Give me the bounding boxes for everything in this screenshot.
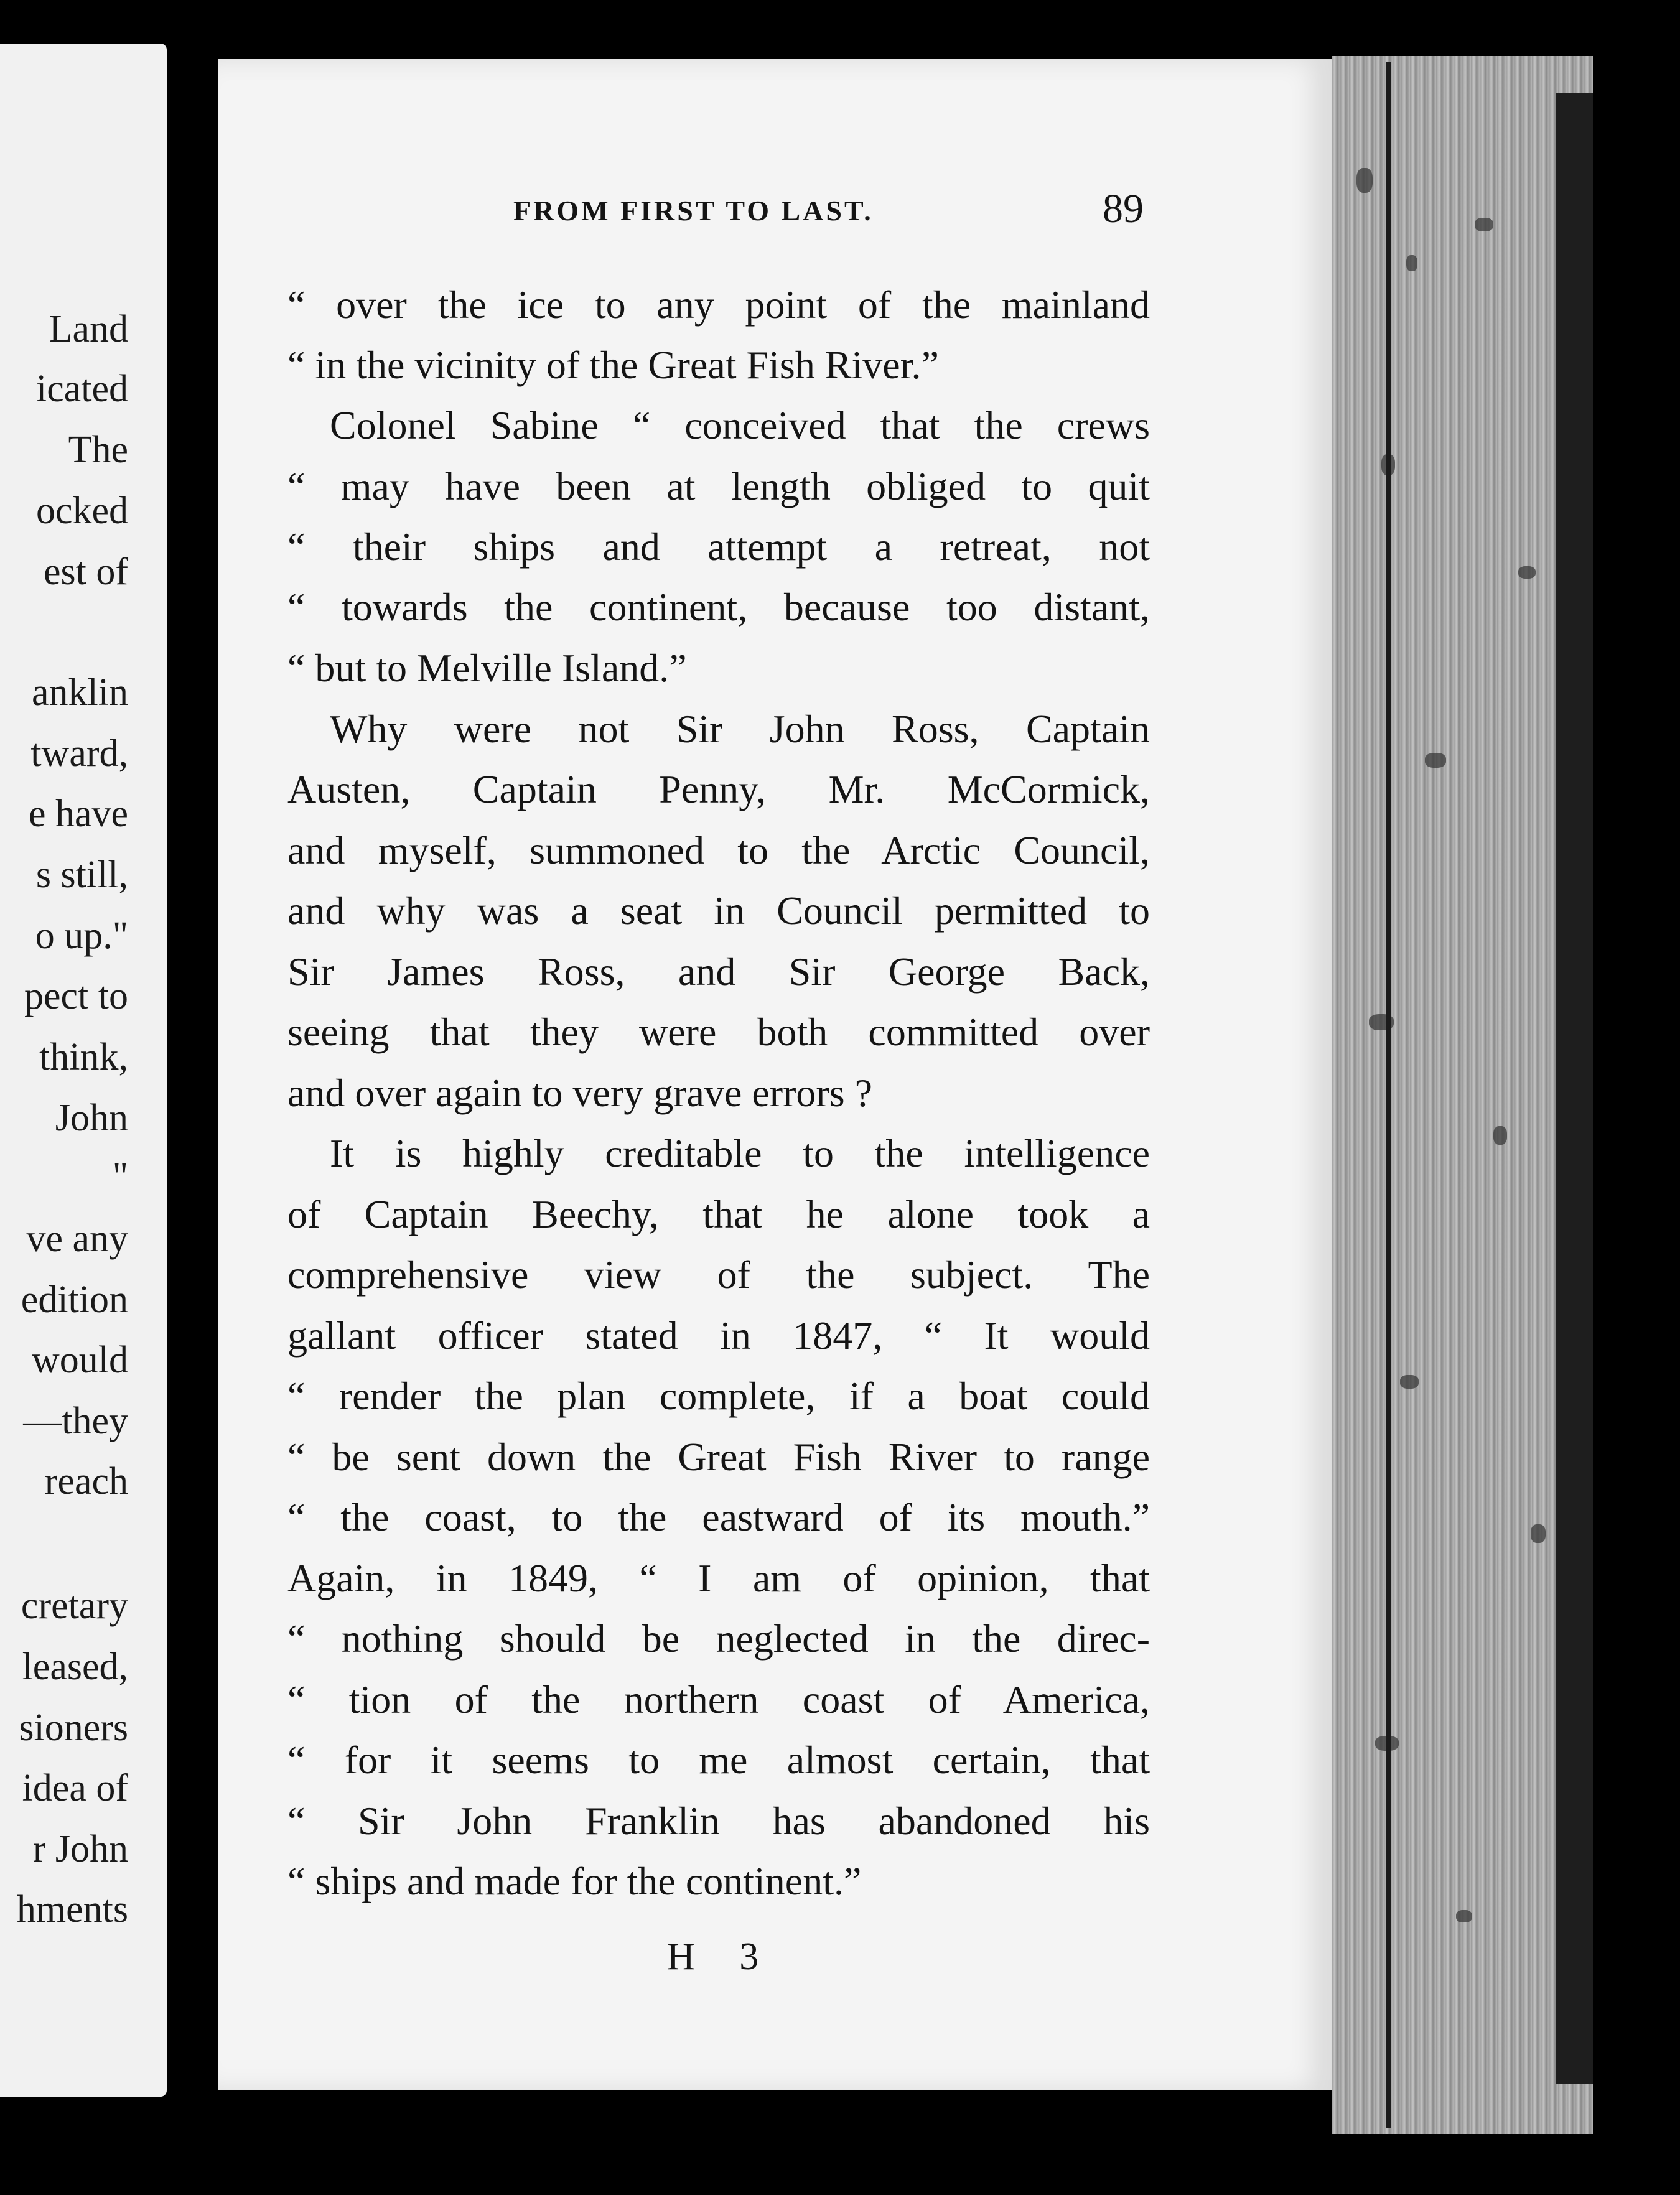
left-page-line: John (55, 1097, 128, 1139)
text-line: “ but to Melville Island.” (287, 646, 687, 690)
text-line: “ in the vicinity of the Great Fish River.” (287, 343, 939, 387)
text-line: “ towards the continent, because too distant, (287, 585, 1150, 629)
text-line: “ the coast, to the eastward of its mouth.” (287, 1495, 1150, 1539)
text-line: “ for it seems to me almost certain, that (287, 1738, 1150, 1782)
left-page-line: cretary (21, 1585, 128, 1627)
page-number: 89 (1103, 186, 1144, 231)
left-page-line: tward, (30, 732, 128, 775)
left-page-line: o up." (35, 915, 128, 957)
text-line: Sir James Ross, and Sir George Back, (287, 949, 1150, 994)
running-head: FROM FIRST TO LAST. (513, 195, 874, 226)
left-page-line: The (68, 429, 128, 471)
left-page-line: " (112, 1155, 128, 1198)
left-page-line: sioners (19, 1707, 128, 1749)
left-page-line: hments (16, 1888, 128, 1931)
left-page-line: leased, (22, 1646, 128, 1688)
left-page-line: —they (23, 1400, 128, 1442)
left-page-line: edition (21, 1279, 128, 1321)
text-line: and myself, summoned to the Arctic Council, (287, 828, 1150, 872)
left-page-line: r John (32, 1828, 128, 1870)
text-line: “ be sent down the Great Fish River to range (287, 1435, 1150, 1479)
text-line: and why was a seat in Council permitted to (287, 888, 1150, 933)
text-line: “ their ships and attempt a retreat, not (287, 524, 1150, 569)
left-page-line: e have (28, 793, 128, 835)
left-page-line: reach (44, 1460, 128, 1503)
text-line: It is highly creditable to the intelligence (330, 1131, 1150, 1175)
left-page-line: pect to (24, 975, 128, 1017)
text-line: of Captain Beechy, that he alone took a (287, 1192, 1150, 1236)
page-edge-line (1386, 62, 1391, 2128)
left-page-line: idea of (22, 1767, 128, 1809)
text-line: “ Sir John Franklin has abandoned his (287, 1799, 1150, 1843)
text-line: Again, in 1849, “ I am of opinion, that (287, 1556, 1150, 1600)
left-page-line: Land (49, 308, 128, 350)
text-line: “ over the ice to any point of the mainland (287, 282, 1150, 327)
text-line: “ render the plan complete, if a boat could (287, 1374, 1150, 1418)
text-line: “ tion of the northern coast of America, (287, 1677, 1150, 1722)
left-page-line: est of (43, 551, 128, 593)
text-line: and over again to very grave errors ? (287, 1071, 872, 1115)
text-line: comprehensive view of the subject. The (287, 1252, 1150, 1297)
signature-mark: H 3 (667, 1936, 777, 1978)
left-page-line: ve any (26, 1218, 128, 1260)
left-page-line: ocked (35, 490, 128, 532)
text-line: Austen, Captain Penny, Mr. McCormick, (287, 767, 1150, 811)
left-page-line: s still, (35, 854, 128, 896)
text-line: “ may have been at length obliged to quit (287, 464, 1150, 508)
left-facing-page (0, 44, 167, 2097)
text-line: seeing that they were both committed over (287, 1010, 1150, 1054)
left-page-line: would (32, 1339, 128, 1381)
left-page-line: anklin (32, 671, 128, 714)
text-line: “ nothing should be neglected in the direc- (287, 1616, 1150, 1661)
text-line: Colonel Sabine “ conceived that the crews (330, 403, 1150, 447)
text-line: Why were not Sir John Ross, Captain (330, 707, 1150, 751)
text-line: gallant officer stated in 1847, “ It would (287, 1313, 1150, 1358)
text-line: “ ships and made for the continent.” (287, 1859, 862, 1903)
book-edge-shadow (1556, 93, 1593, 2084)
left-page-line: think, (39, 1036, 128, 1078)
left-page-line: icated (35, 368, 128, 410)
page-edges (1332, 56, 1593, 2134)
